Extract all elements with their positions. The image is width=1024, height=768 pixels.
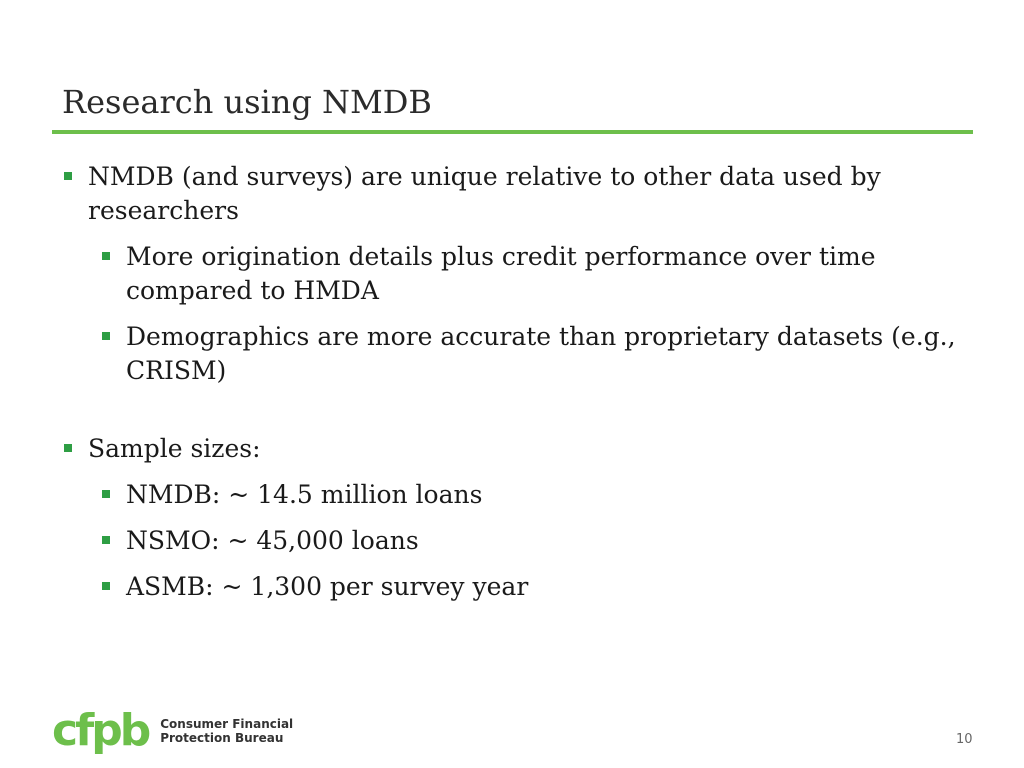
subbullet-nsmo-size (100, 524, 962, 558)
square-bullet-icon (102, 582, 110, 590)
bullet-sample-sizes (62, 432, 962, 466)
bullet-text: Sample sizes: (88, 434, 261, 463)
slide-body (62, 160, 962, 604)
bullet-text: NMDB (and surveys) are unique relative to other data used by researchers (88, 162, 881, 225)
subbullet-origination-details (100, 240, 962, 308)
square-bullet-icon (102, 332, 110, 340)
square-bullet-icon (64, 444, 72, 452)
subbullet-demographics (100, 320, 962, 388)
subbullet-text: ASMB: ~ 1,300 per survey year (126, 572, 529, 601)
cfpb-logo (52, 705, 294, 756)
subbullet-asmb-size (100, 570, 962, 604)
subbullet-text: Demographics are more accurate than proprietary datasets (e.g., CRISM) (126, 322, 956, 385)
page-number: 10 (956, 732, 973, 747)
slide-title: Research using NMDB (62, 83, 432, 121)
subbullet-text: More origination details plus credit performance over time compared to HMDA (126, 242, 876, 305)
square-bullet-icon (64, 172, 72, 180)
cfpb-logo-mark: cfpb (52, 705, 149, 756)
title-divider (52, 130, 973, 134)
bullet-nmdb-unique (62, 160, 962, 228)
logo-line-2: Protection Bureau (160, 731, 284, 745)
logo-line-1: Consumer Financial (160, 717, 294, 731)
subbullet-text: NMDB: ~ 14.5 million loans (126, 480, 483, 509)
square-bullet-icon (102, 252, 110, 260)
square-bullet-icon (102, 490, 110, 498)
subbullet-nmdb-size (100, 478, 962, 512)
cfpb-logo-text (160, 717, 293, 745)
subbullet-text: NSMO: ~ 45,000 loans (126, 526, 419, 555)
square-bullet-icon (102, 536, 110, 544)
